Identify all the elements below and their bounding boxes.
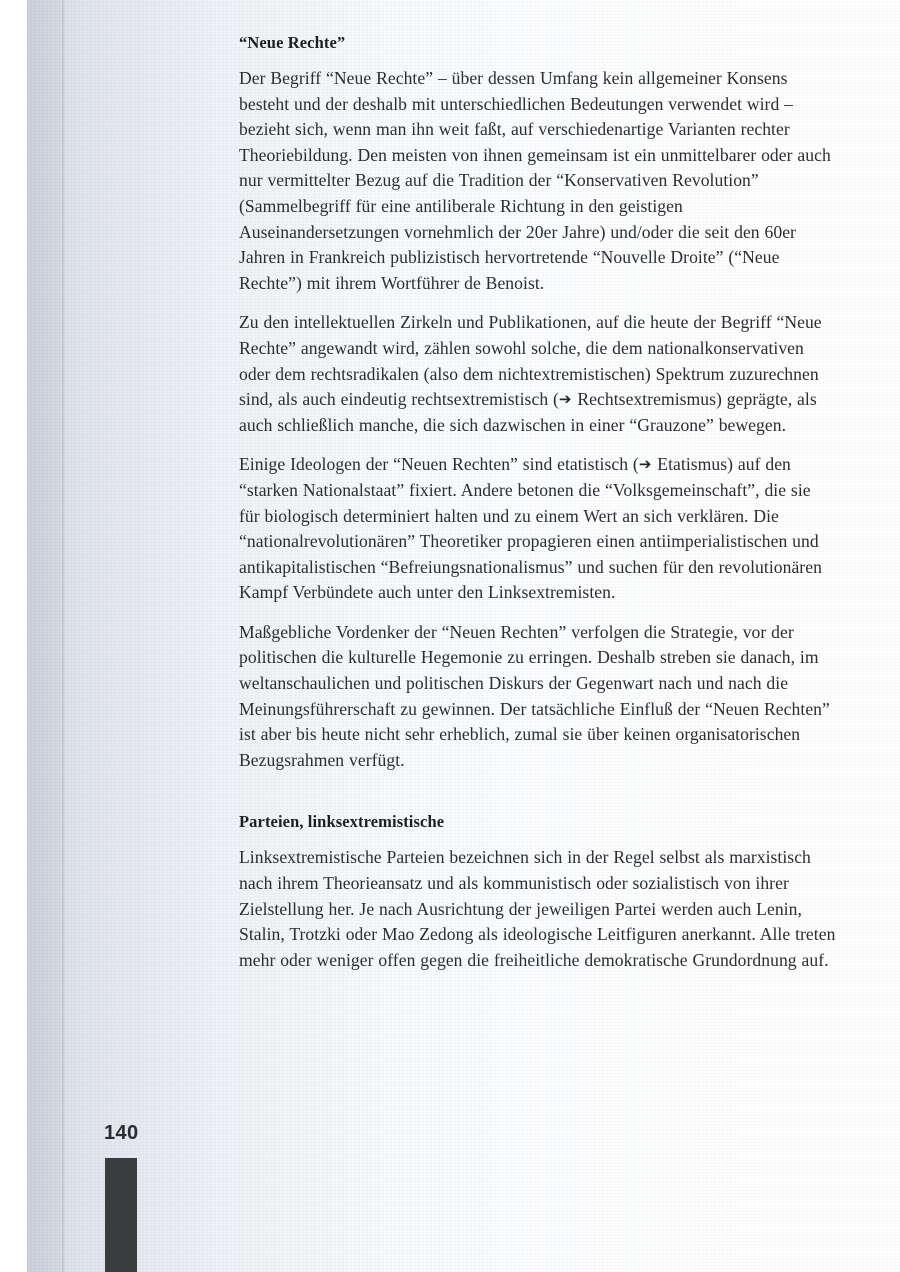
text-column — [239, 32, 836, 987]
paragraph-text: Maßgebliche Vordenker der “Neuen Rechten” verfolgen die Strategie, vor der politischen die kulturelle Hegemonie zu erringen. Deshalb streben sie danach, im weltanschaulichen und politischen Diskurs der Gegenwart nach und nach die Meinungsführerschaft zu gewinnen. Der tatsächliche Einfluß der “Neuen Rechten” ist aber bis heute nicht sehr erheblich, zumal sie über keinen organisatorischen Bezugsrahmen verfügt. — [239, 621, 830, 770]
paragraph-text: Linksextremistische Parteien bezeichnen sich in der Regel selbst als marxistisch nach ihrem Theorieansatz und als kommunistisch oder sozialistisch von ihrer Zielstellung her. Je nach Ausrichtung der jeweiligen Partei werden auch Lenin, Stalin, Trotzki oder Mao Zedong als ideologische Leitfiguren anerkannt. Alle treten mehr oder weniger offen gegen die freiheitliche demokratische Grundordnung auf. — [239, 847, 836, 970]
body-paragraph — [239, 620, 836, 774]
page-gutter-seam — [62, 0, 65, 1272]
paragraph-text: Rechtsextremismus) geprägte, als auch schließlich manche, die sich dazwischen in einer “Grauzone” bewegen. — [239, 389, 817, 435]
body-paragraph — [239, 452, 836, 606]
thumb-index-bar — [105, 1158, 137, 1272]
section-heading: Parteien, linksextremistische — [239, 812, 445, 832]
body-paragraph — [239, 310, 836, 438]
cross-reference-arrow-icon: ➔ — [638, 455, 652, 474]
body-paragraph — [239, 66, 836, 296]
body-paragraph — [239, 845, 836, 973]
section-heading: “Neue Rechte” — [239, 33, 346, 52]
paragraph-text: Zu den intellektuellen Zirkeln und Publikationen, auf die heute der Begriff “Neue Rechte” angewandt wird, zählen sowohl solche, die dem nationalkonservativen oder dem rechtsradikalen (also dem nichtextremistischen) Spektrum zuzurechnen sind, als auch eindeutig rechtsextremistisch ( — [239, 312, 822, 410]
paragraph-text: Der Begriff “Neue Rechte” – über dessen Umfang kein allgemeiner Konsens besteht und der deshalb mit unterschiedlichen Bedeutungen verwendet wird – bezieht sich, wenn man ihn weit faßt, auf verschiedenartige Varianten rechter Theoriebildung. Den meisten von ihnen gemeinsam ist ein unmittelbarer oder auch nur vermittelter Bezug auf die Tradition der “Konservativen Revolution” (Sammelbegriff für eine antiliberale Richtung in den geistigen Auseinandersetzungen vornehmlich der 20er Jahre) und/oder die seit den 60er Jahren in Frankreich publizistisch hervortretende “Nouvelle Droite” (“Neue Rechte”) mit ihrem Wortführer de Benoist. — [239, 68, 831, 293]
page-number: 140 — [104, 1122, 139, 1144]
paragraph-text: Einige Ideologen der “Neuen Rechten” sind etatistisch ( — [239, 454, 639, 475]
paragraph-text: Etatismus) auf den “starken Nationalstaat” fixiert. Andere betonen die “Volksgemeinschaft”, die sie für biologisch determiniert halten und zu einem Wert an sich verklären. Die “nationalrevolutionären” Theoretiker propagieren einen antiimperialistischen und antikapitalistischen “Befreiungsnationalismus” und suchen für den revolutionären Kampf Verbündete auch unter den Linksextremisten. — [239, 454, 822, 603]
cross-reference-arrow-icon: ➔ — [558, 390, 572, 409]
